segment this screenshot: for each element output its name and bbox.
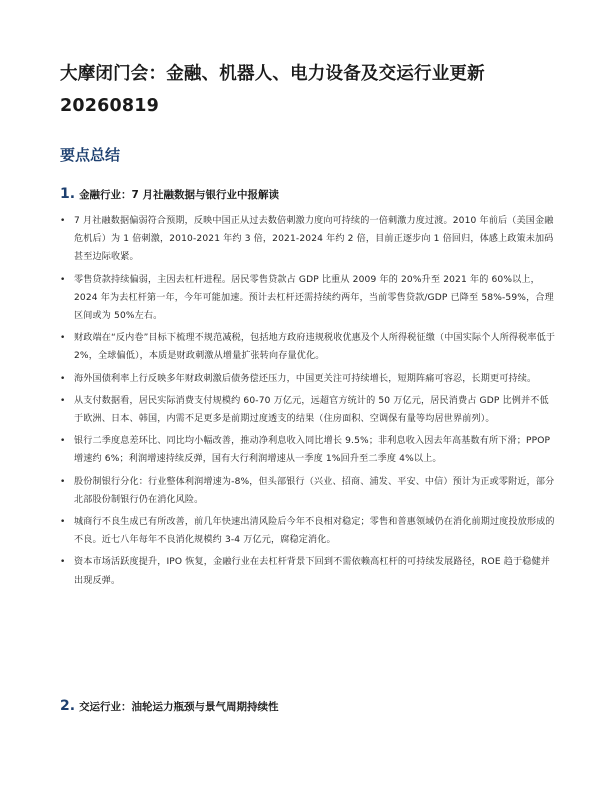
bullet-item xyxy=(60,553,556,589)
section-number: 1. xyxy=(60,186,76,202)
bullet-text: 海外国债利率上行反映多年财政刺激后债务偿还压力，中国更关注可持续增长，短期阵痛可容忍，长期更可持续。 xyxy=(74,373,537,384)
section-heading-finance xyxy=(60,186,279,202)
bullet-text: 银行二季度息差环比、同比均小幅改善，推动净利息收入同比增长 9.5%；非利息收入因去年高基数有所下滑；PPOP 增速约 6%；利润增速持续反弹，国有大行利润增速从一季度 1%回升至二季度 4%以上。 xyxy=(74,436,551,465)
section-number: 2. xyxy=(60,698,76,714)
bullet-text: 城商行不良生成已有所改善，前几年快速出清风险后今年不良相对稳定；零售和普惠领域仍在消化前期过度投放形成的不良。近七八年每年不良消化规模约 3-4 万亿元，腐稳定消化。 xyxy=(74,517,555,546)
bullet-item xyxy=(60,329,556,365)
bullet-text: 零售贷款持续偏弱，主因去杠杆进程。居民零售贷款占 GDP 比重从 2009 年的 20%升至 2021 年的 60%以上，2024 年为去杠杆第一年，今年可能加速。预计去杠杆还需持续约两年，当前零售贷款/GDP 已降至 58%-59%，合理区间或为 50%左右。 xyxy=(74,274,554,322)
section-heading-transport xyxy=(60,698,279,714)
section-label: 金融行业：7 月社融数据与银行业中报解读 xyxy=(79,189,280,201)
bullet-dot-icon: • xyxy=(60,274,66,285)
bullet-dot-icon: • xyxy=(60,333,66,344)
bullet-item xyxy=(60,513,556,549)
bullet-item xyxy=(60,212,556,267)
bullet-dot-icon: • xyxy=(60,557,66,568)
bullet-dot-icon: • xyxy=(60,517,66,528)
bullet-text: 资本市场活跃度提升，IPO 恢复，金融行业在去杠杆背景下回到不需依赖高杠杆的可持续发展路径，ROE 趋于稳健并出现反弹。 xyxy=(74,557,550,586)
bullet-item xyxy=(60,473,556,509)
bullet-dot-icon: • xyxy=(60,395,66,406)
bullet-text: 7 月社融数据偏弱符合预期，反映中国正从过去数倍刺激力度向可持续的一倍刺激力度过渡。2010 年前后（美国金融危机后）为 1 倍刺激，2010-2021 年约 3 倍，2021-2024 年约 2 倍，目前正逐步向 1 倍回归，体感上政策未加码甚至边际收紧。 xyxy=(74,216,554,263)
bullet-text: 股份制银行分化：行业整体利润增速为-8%，但头部银行（兴业、招商、浦发、平安、中信）预计为正或零附近，部分北部股份制银行仍在消化风险。 xyxy=(74,476,555,505)
bullet-text: 财政端在“反内卷”目标下梳理不规范减税，包括地方政府违规税收优惠及个人所得税征缴（中国实际个人所得税率低于 2%，全球偏低），本质是财政刺激从增量扩张转向存量优化。 xyxy=(74,333,556,362)
bullet-dot-icon: • xyxy=(60,476,66,487)
bullet-item xyxy=(60,392,556,428)
finance-bullet-list xyxy=(60,212,556,594)
summary-heading: 要点总结 xyxy=(60,146,121,164)
bullet-item xyxy=(60,432,556,468)
section-label: 交运行业：油轮运力瓶颈与景气周期持续性 xyxy=(79,701,279,713)
document-title-line-1: 大摩闭门会：金融、机器人、电力设备及交运行业更新 xyxy=(60,64,485,84)
bullet-item xyxy=(60,370,556,388)
bullet-text: 从支付数据看，居民实际消费支付规模约 60-70 万亿元，远超官方统计的 50 万亿元，居民消费占 GDP 比例并不低于欧洲、日本、韩国，内需不足更多是前期过度透支的结果（住房面积、空调保有量等均居世界前列）。 xyxy=(74,395,549,425)
bullet-item xyxy=(60,271,556,326)
bullet-dot-icon: • xyxy=(60,436,66,447)
bullet-dot-icon: • xyxy=(60,373,66,384)
bullet-dot-icon: • xyxy=(60,216,66,226)
document-title-line-2: 20260819 xyxy=(60,96,160,116)
document-title xyxy=(60,58,560,122)
